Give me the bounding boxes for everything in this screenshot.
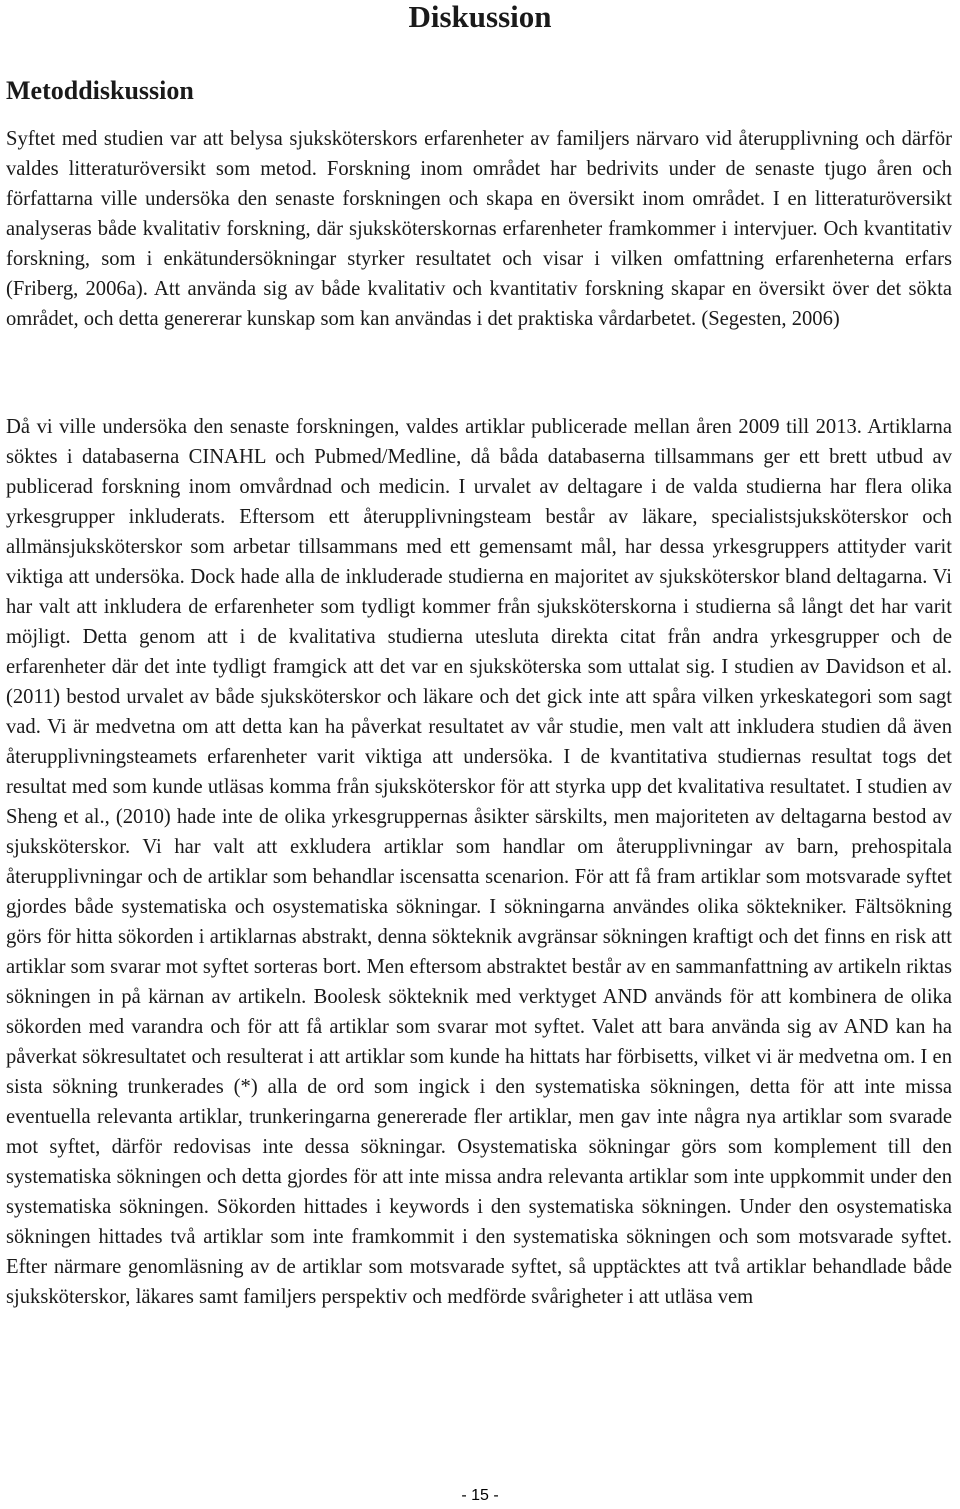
paragraph: Syftet med studien var att belysa sjuksköterskors erfarenheter av familjers närvaro vid återupplivning och därför valdes litteraturöversikt som metod. Forskning inom området har bedrivits under de senaste tjugo åren och författarna ville undersöka den senaste forskningen och skapa en översikt inom området. I en litteraturöversikt analyseras både kvalitativ forskning, där sjuksköterskornas erfarenheter framkommer i intervjuer. Och kvantitativ forskning, som i enkätundersökningar styrker resultatet och visar i vilken omfattning erfarenheterna erfars (Friberg, 2006a). Att använda sig av både kvalitativ och kvantitativ forskning skapar en översikt över det sökta området, och detta genererar kunskap som kan användas i det praktiska vårdarbetet. (Segesten, 2006) <box>6 128 952 330</box>
page-title: Diskussion <box>408 0 552 34</box>
section-heading: Metoddiskussion <box>6 76 194 105</box>
paragraph: Då vi ville undersöka den senaste forskningen, valdes artiklar publicerade mellan åren 2009 till 2013. Artiklarna söktes i databaserna CINAHL och Pubmed/Medline, då båda databaserna tillsammans ger ett brett utbud av publicerad forskning inom omvårdnad och medicin. I urvalet av deltagare i de valda studierna har flera olika yrkesgrupper inkluderats. Eftersom ett återupplivningsteam består av läkare, specialistsjuksköterskor och allmänsjuksköterskor som arbetar tillsammans med ett gemensamt mål, har dessa yrkesgruppers attityder varit viktiga att undersöka. Dock hade alla de inkluderade studierna en majoritet av sjuksköterskor bland deltagarna. Vi har valt att inkludera de erfarenheter som tydligt kommer från sjuksköterskorna i studierna så långt det har varit möjligt. Detta genom att i de kvalitativa studierna utesluta direkta citat från andra yrkesgrupper och de erfarenheter där det inte tydligt framgick att det var en sjuksköterska som uttalat sig. I studien av Davidson et al. (2011) bestod urvalet av både sjuksköterskor och läkare och det gick inte att spåra vilken yrkeskategori som sagt vad. Vi är medvetna om att detta kan ha påverkat resultatet av vår studie, men valt att inkludera studien då även återupplivningsteamets erfarenheter varit viktiga att undersöka. I de kvantitativa studiernas resultat togs det resultat med som kunde utläsas komma från sjuksköterskor för att styrka upp det kvalitativa resultatet. I studien av Sheng et al., (2010) hade inte de olika yrkesgruppernas åsikter särskilts, men majoriteten av deltagarna bestod av sjuksköterskor. Vi har valt att exkludera artiklar som handlar om återupplivningar av barn, prehospitala återupplivningar och de artiklar som behandlar iscensatta scenarion. För att få fram artiklar som motsvarade syftet gjordes både systematiska och osystematiska sökningar. I sökningarna användes olika söktekniker. Fältsökning görs för hitta sökorden i artiklarnas abstrakt, denna sökteknik avgränsar sökningen kraftigt och det finns en risk att artiklar som svarar mot syftet sorteras bort. Men eftersom abstraktet består av en sammanfattning av artikeln riktas sökningen in på kärnan av artikeln. Boolesk sökteknik med verktyget AND används för att kombinera de olika sökorden med varandra och för att få artiklar som svarar mot syftet. Valet att bara använda sig av AND kan ha påverkat sökresultatet och resulterat i att artiklar som kunde ha hittats har förbisetts, vilket vi är medvetna om. I en sista sökning trunkerades (*) alla de ord som ingick i den systematiska sökningen, detta för att inte missa eventuella relevanta artiklar, trunkeringarna genererade fler artiklar, men gav inte några nya artiklar som svarade mot syftet, därför redovisas inte dessa sökningar. Osystematiska sökningar görs som komplement till den systematiska sökningen och detta gjordes för att inte missa andra relevanta artiklar som inte uppkommit under den systematiska sökningen. Sökorden hittades i keywords i den systematiska sökningen. Under den osystematiska sökningen hittades två artiklar som inte framkommit i den systematiska sökningen och som motsvarade syftet. Efter närmare genomläsning av de artiklar som motsvarade syftet, så upptäcktes att två artiklar behandlade både sjuksköterskor, läkares samt familjers perspektiv och medförde svårigheter i att utläsa vem <box>6 416 952 1308</box>
page-number: - 15 - <box>461 1487 499 1504</box>
